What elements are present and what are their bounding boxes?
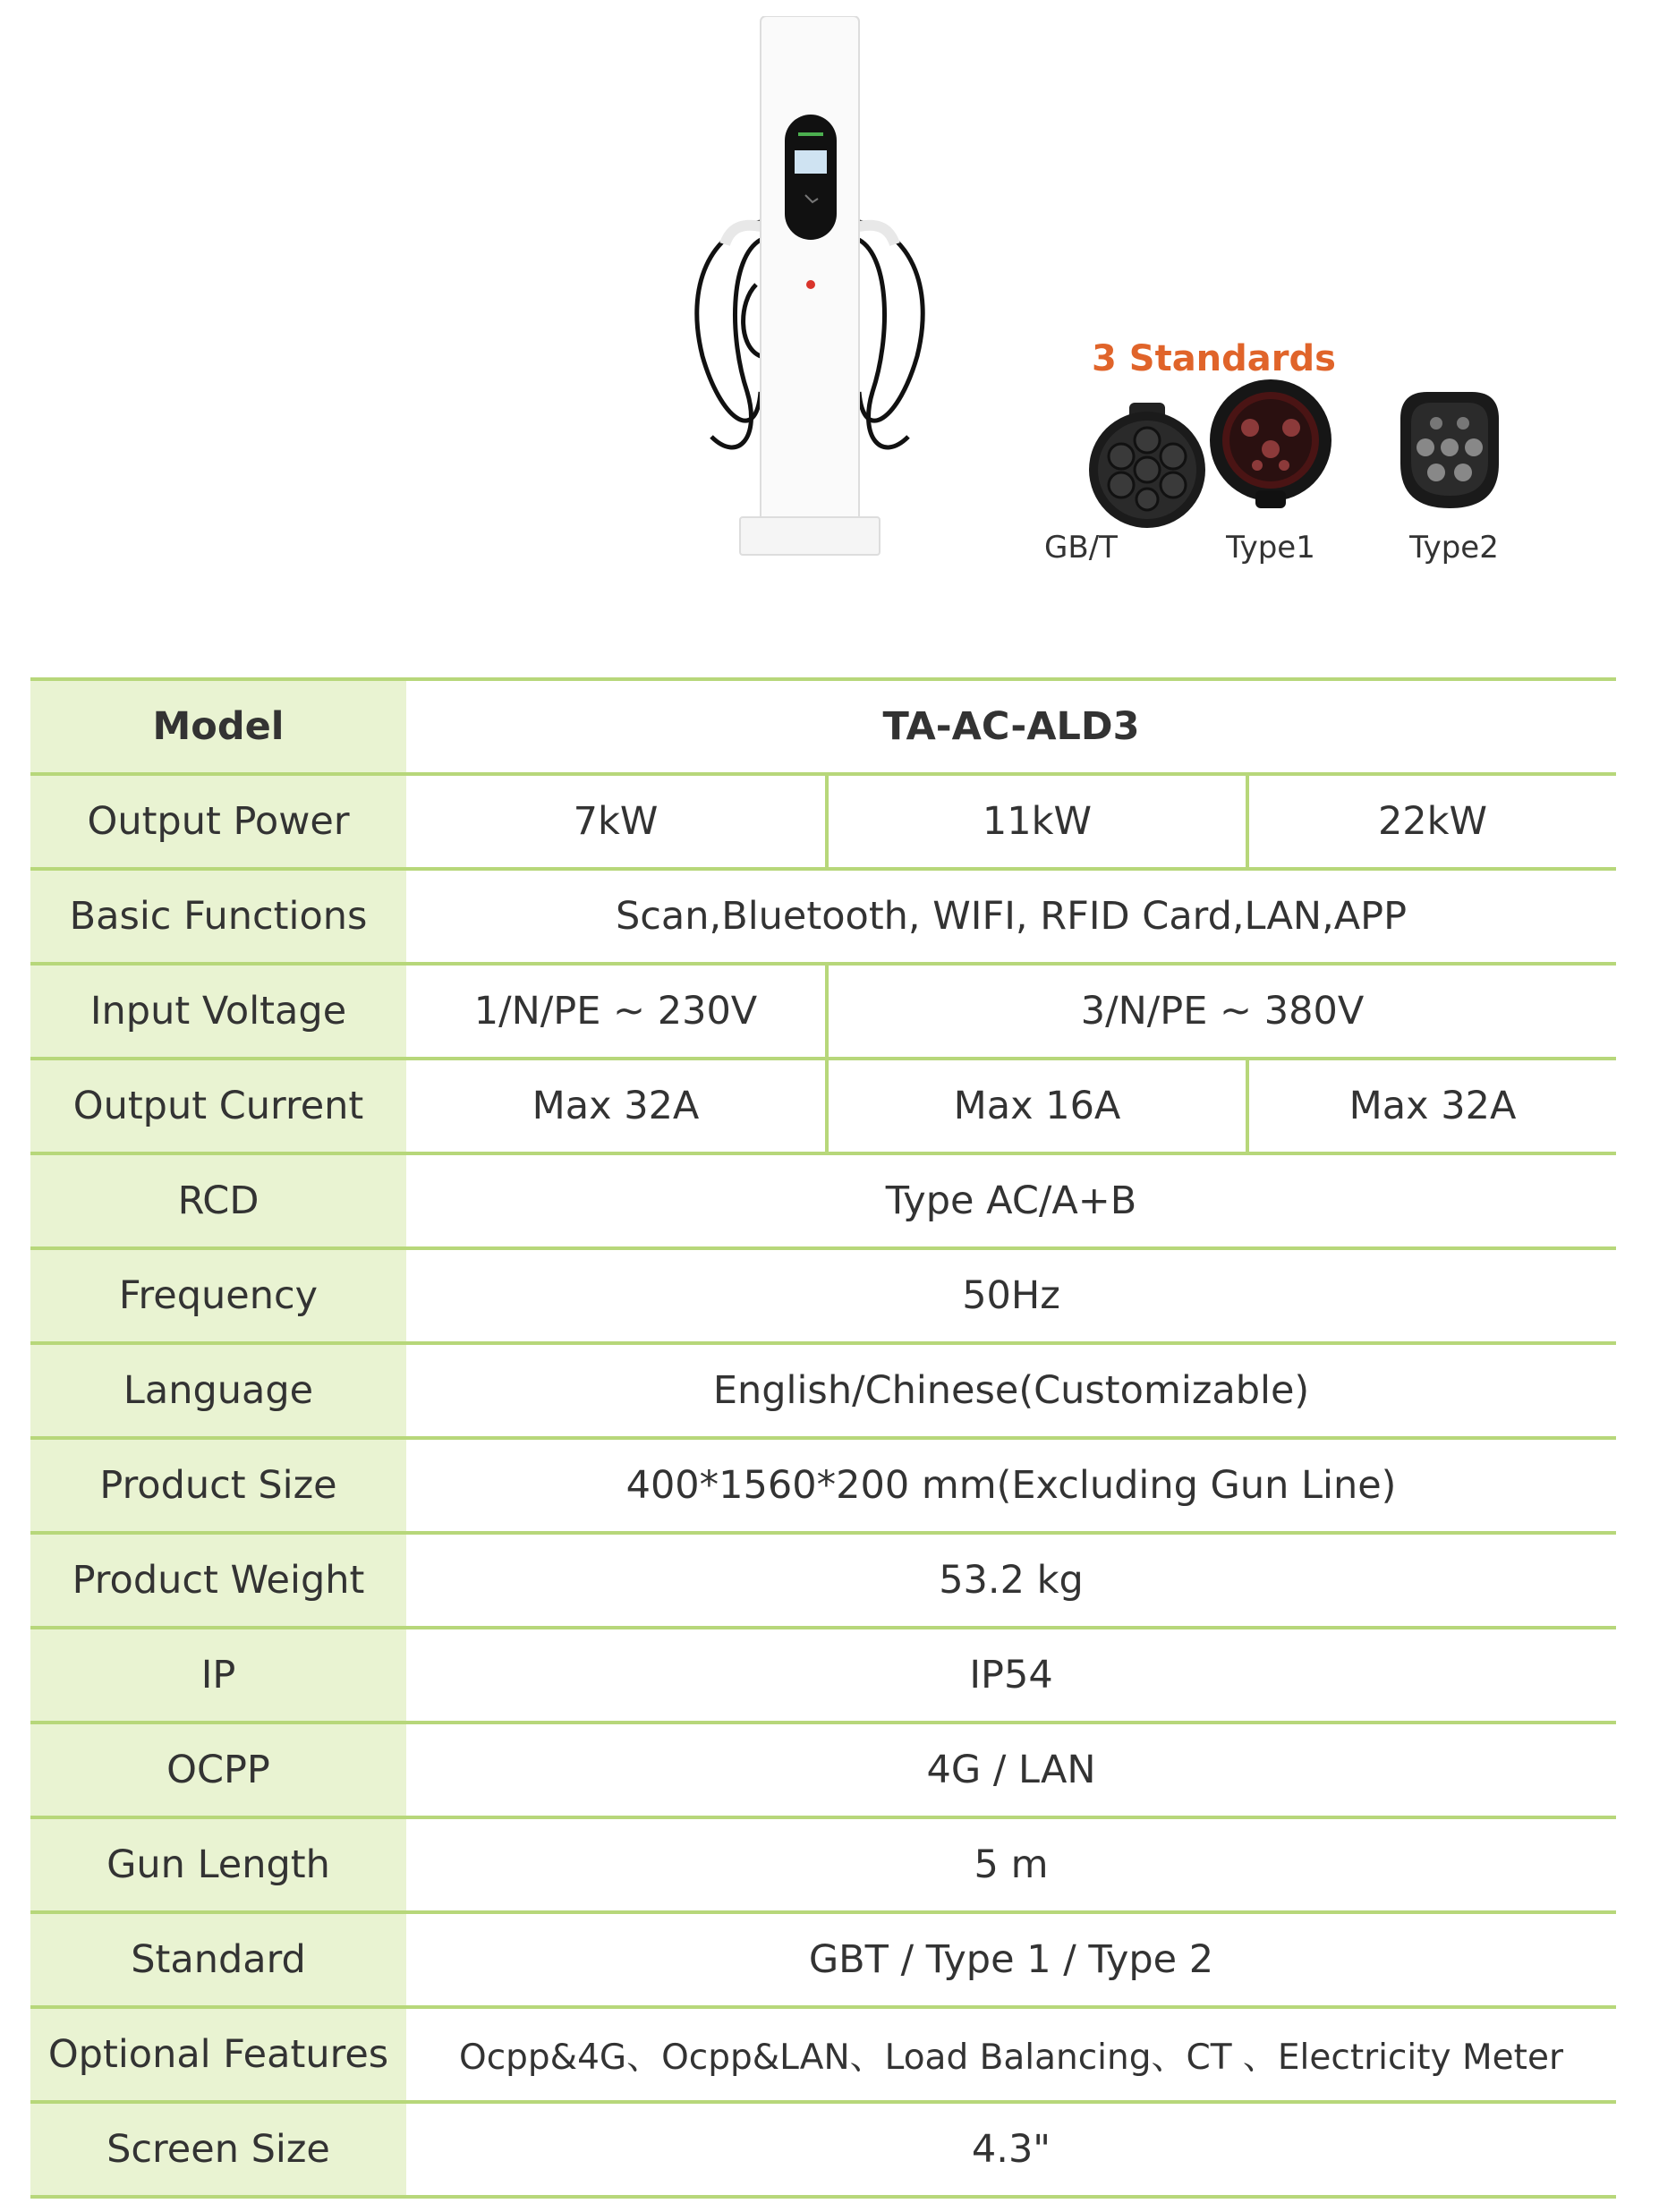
row-language (30, 1343, 1616, 1438)
input-voltage-value: 1/N/PE ~ 230V (406, 964, 827, 1059)
row-label: Product Weight (30, 1533, 406, 1628)
product-weight-value: 53.2 kg (406, 1533, 1616, 1628)
output-power-value: 7kW (406, 774, 827, 869)
output-power-value: 11kW (827, 774, 1247, 869)
gbt-connector-icon (1080, 394, 1214, 528)
row-label: RCD (30, 1153, 406, 1248)
standards-title: 3 Standards (1092, 338, 1336, 379)
row-label: Input Voltage (30, 964, 406, 1059)
rcd-value: Type AC/A+B (406, 1153, 1616, 1248)
row-label: Basic Functions (30, 869, 406, 964)
row-label: Product Size (30, 1438, 406, 1533)
standard-value: GBT / Type 1 / Type 2 (406, 1912, 1616, 2007)
output-current-value: Max 32A (1247, 1059, 1616, 1153)
row-label: Optional Features (30, 2007, 406, 2102)
row-output-current (30, 1059, 1616, 1153)
screen-size-value: 4.3" (406, 2102, 1616, 2197)
row-product-weight (30, 1533, 1616, 1628)
row-label: Gun Length (30, 1817, 406, 1912)
output-current-value: Max 16A (827, 1059, 1247, 1153)
language-value: English/Chinese(Customizable) (406, 1343, 1616, 1438)
row-model (30, 679, 1616, 774)
row-optional-features (30, 2007, 1616, 2102)
row-label: Frequency (30, 1248, 406, 1343)
output-current-value: Max 32A (406, 1059, 827, 1153)
charger-product-image (676, 16, 944, 562)
type2-label: Type2 (1409, 530, 1499, 566)
row-input-voltage (30, 964, 1616, 1059)
row-rcd (30, 1153, 1616, 1248)
model-value: TA-AC-ALD3 (406, 679, 1616, 774)
row-gun-length (30, 1817, 1616, 1912)
row-ip (30, 1628, 1616, 1723)
type1-connector-icon (1204, 376, 1338, 510)
row-frequency (30, 1248, 1616, 1343)
output-power-value: 22kW (1247, 774, 1616, 869)
row-ocpp (30, 1723, 1616, 1817)
type1-label: Type1 (1226, 530, 1315, 566)
gbt-label: GB/T (1044, 530, 1118, 566)
product-size-value: 400*1560*200 mm(Excluding Gun Line) (406, 1438, 1616, 1533)
gun-length-value: 5 m (406, 1817, 1616, 1912)
row-label: IP (30, 1628, 406, 1723)
row-label: Language (30, 1343, 406, 1438)
row-label: Output Current (30, 1059, 406, 1153)
basic-functions-value: Scan,Bluetooth, WIFI, RFID Card,LAN,APP (406, 869, 1616, 964)
optional-features-value: Ocpp&4G、Ocpp&LAN、Load Balancing、CT 、Electricity Meter (406, 2007, 1616, 2102)
frequency-value: 50Hz (406, 1248, 1616, 1343)
row-standard (30, 1912, 1616, 2007)
row-label: Screen Size (30, 2102, 406, 2197)
row-basic-functions (30, 869, 1616, 964)
row-product-size (30, 1438, 1616, 1533)
row-output-power (30, 774, 1616, 869)
type2-connector-icon (1382, 383, 1517, 517)
spec-table (30, 677, 1616, 2199)
ocpp-value: 4G / LAN (406, 1723, 1616, 1817)
ip-value: IP54 (406, 1628, 1616, 1723)
row-label: Output Power (30, 774, 406, 869)
row-label: OCPP (30, 1723, 406, 1817)
row-label: Model (30, 679, 406, 774)
row-label: Standard (30, 1912, 406, 2007)
row-screen-size (30, 2102, 1616, 2197)
input-voltage-value: 3/N/PE ~ 380V (827, 964, 1616, 1059)
